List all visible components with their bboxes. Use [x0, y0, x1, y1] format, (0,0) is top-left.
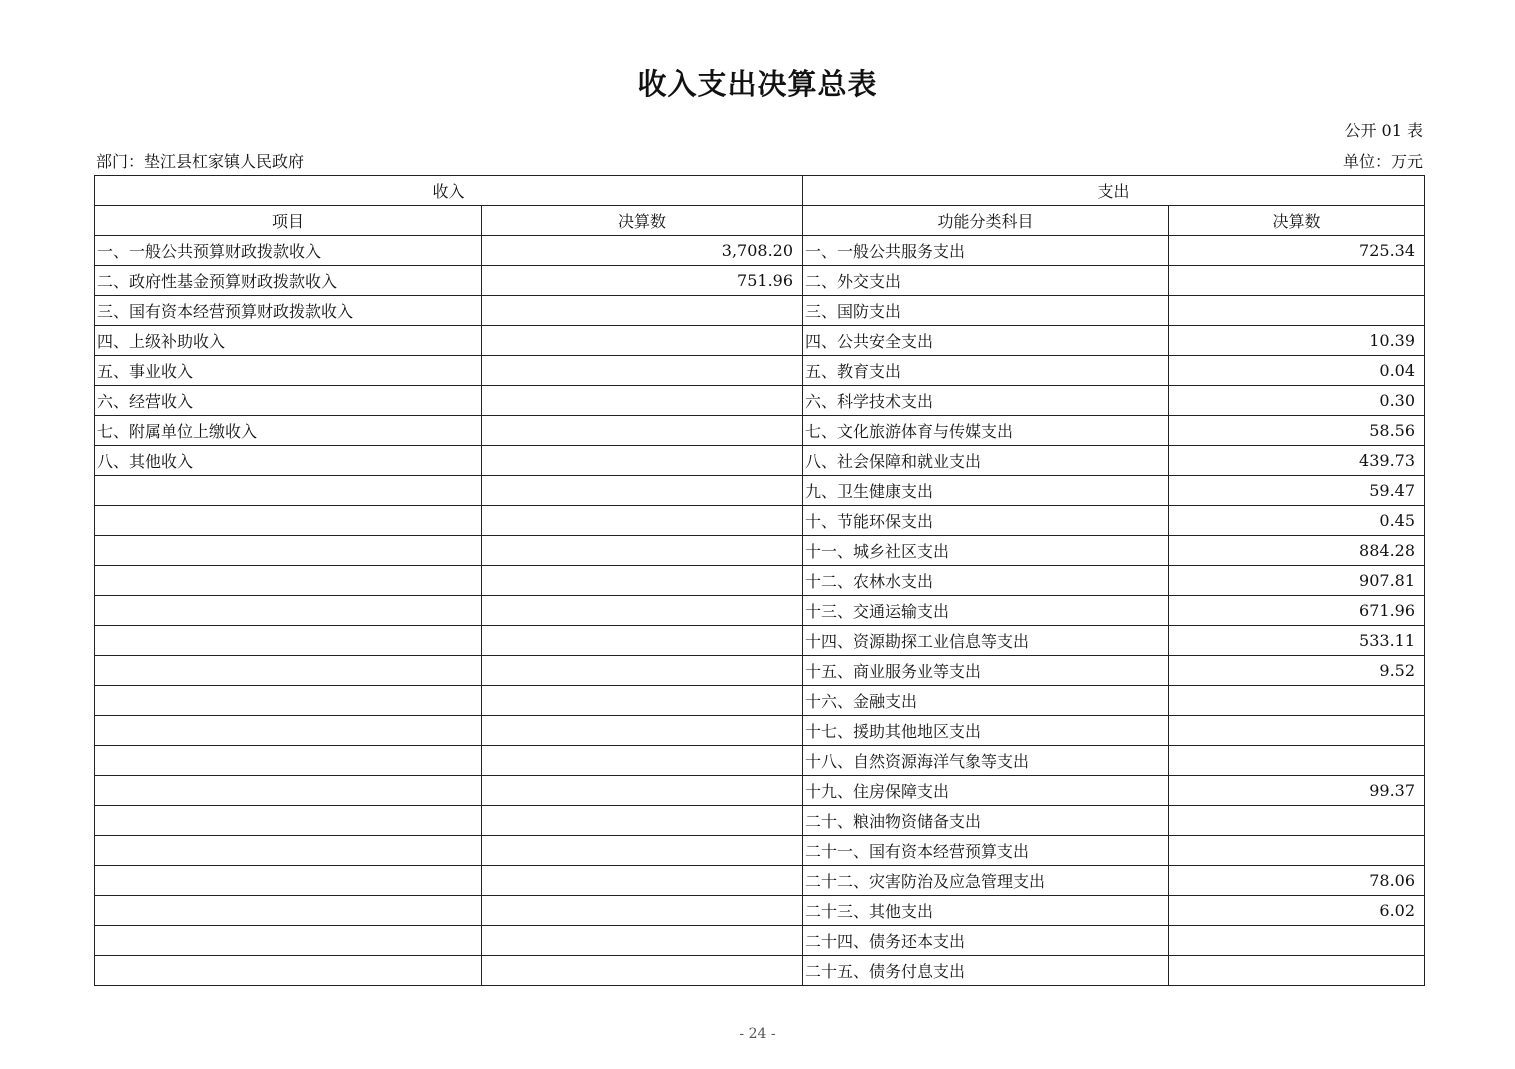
income-item-cell [95, 566, 482, 596]
income-item-cell [95, 686, 482, 716]
table-row [95, 236, 1425, 266]
expense-section-header: 支出 [803, 176, 1425, 206]
income-amount-cell [482, 506, 803, 536]
income-amount-cell [482, 956, 803, 986]
column-header-row [95, 206, 1425, 236]
expense-amount-cell: 0.04 [1169, 356, 1425, 386]
section-header-row [95, 176, 1425, 206]
income-amount-cell [482, 806, 803, 836]
expense-amount-cell: 10.39 [1169, 326, 1425, 356]
expense-item-cell: 十一、城乡社区支出 [803, 536, 1169, 566]
expense-item-cell: 二十三、其他支出 [803, 896, 1169, 926]
table-row [95, 326, 1425, 356]
income-amount-cell [482, 386, 803, 416]
table-body [95, 236, 1425, 986]
table-row [95, 296, 1425, 326]
page-number: - 24 - [739, 1026, 776, 1042]
table-row [95, 806, 1425, 836]
income-amount-cell: 751.96 [482, 266, 803, 296]
income-item-cell [95, 926, 482, 956]
expense-item-cell: 六、科学技术支出 [803, 386, 1169, 416]
expense-item-cell: 十、节能环保支出 [803, 506, 1169, 536]
expense-item-cell: 二十一、国有资本经营预算支出 [803, 836, 1169, 866]
expense-amount-cell: 0.30 [1169, 386, 1425, 416]
income-amount-cell [482, 866, 803, 896]
expense-amount-cell: 9.52 [1169, 656, 1425, 686]
income-item-cell [95, 836, 482, 866]
table-row [95, 746, 1425, 776]
expense-item-cell: 二十五、债务付息支出 [803, 956, 1169, 986]
income-amount-header: 决算数 [482, 206, 803, 236]
expense-item-cell: 十五、商业服务业等支出 [803, 656, 1169, 686]
income-amount-cell [482, 776, 803, 806]
table-row [95, 506, 1425, 536]
income-item-cell [95, 476, 482, 506]
expense-amount-cell: 907.81 [1169, 566, 1425, 596]
income-amount-cell: 3,708.20 [482, 236, 803, 266]
expense-amount-cell [1169, 686, 1425, 716]
table-row [95, 866, 1425, 896]
table-row [95, 416, 1425, 446]
table-row [95, 596, 1425, 626]
income-amount-cell [482, 686, 803, 716]
income-amount-cell [482, 326, 803, 356]
expense-item-cell: 十八、自然资源海洋气象等支出 [803, 746, 1169, 776]
income-item-cell: 五、事业收入 [95, 356, 482, 386]
table-row [95, 626, 1425, 656]
expense-amount-cell [1169, 926, 1425, 956]
expense-item-header: 功能分类科目 [803, 206, 1169, 236]
table-row [95, 266, 1425, 296]
table-row [95, 686, 1425, 716]
income-amount-cell [482, 656, 803, 686]
income-amount-cell [482, 836, 803, 866]
income-item-cell [95, 716, 482, 746]
income-amount-cell [482, 566, 803, 596]
expense-item-cell: 八、社会保障和就业支出 [803, 446, 1169, 476]
table-row [95, 386, 1425, 416]
expense-item-cell: 九、卫生健康支出 [803, 476, 1169, 506]
expense-amount-cell: 59.47 [1169, 476, 1425, 506]
expense-amount-cell: 725.34 [1169, 236, 1425, 266]
table-row [95, 896, 1425, 926]
income-amount-cell [482, 536, 803, 566]
expense-item-cell: 十二、农林水支出 [803, 566, 1169, 596]
expense-item-cell: 二十二、灾害防治及应急管理支出 [803, 866, 1169, 896]
income-amount-cell [482, 416, 803, 446]
income-item-header: 项目 [95, 206, 482, 236]
expense-amount-cell: 884.28 [1169, 536, 1425, 566]
expense-amount-cell [1169, 266, 1425, 296]
unit-label: 单位：万元 [1342, 152, 1423, 171]
expense-amount-cell: 78.06 [1169, 866, 1425, 896]
expense-amount-cell [1169, 746, 1425, 776]
income-item-cell [95, 956, 482, 986]
income-amount-cell [482, 296, 803, 326]
income-item-cell [95, 776, 482, 806]
expense-item-cell: 十三、交通运输支出 [803, 596, 1169, 626]
income-amount-cell [482, 716, 803, 746]
page-title: 收入支出决算总表 [637, 67, 878, 101]
income-item-cell: 七、附属单位上缴收入 [95, 416, 482, 446]
table-row [95, 776, 1425, 806]
income-item-cell [95, 596, 482, 626]
table-row [95, 446, 1425, 476]
income-item-cell: 三、国有资本经营预算财政拨款收入 [95, 296, 482, 326]
expense-amount-cell: 99.37 [1169, 776, 1425, 806]
expense-item-cell: 四、公共安全支出 [803, 326, 1169, 356]
table-row [95, 476, 1425, 506]
income-item-cell [95, 536, 482, 566]
expense-item-cell: 十六、金融支出 [803, 686, 1169, 716]
income-item-cell: 一、一般公共预算财政拨款收入 [95, 236, 482, 266]
table-row [95, 356, 1425, 386]
income-item-cell: 六、经营收入 [95, 386, 482, 416]
income-item-cell [95, 806, 482, 836]
income-amount-cell [482, 626, 803, 656]
income-expense-table [94, 175, 1425, 986]
table-row [95, 926, 1425, 956]
income-item-cell [95, 506, 482, 536]
expense-amount-cell: 0.45 [1169, 506, 1425, 536]
table-row [95, 536, 1425, 566]
expense-item-cell: 十七、援助其他地区支出 [803, 716, 1169, 746]
expense-item-cell: 十四、资源勘探工业信息等支出 [803, 626, 1169, 656]
table-row [95, 836, 1425, 866]
expense-item-cell: 五、教育支出 [803, 356, 1169, 386]
expense-amount-cell [1169, 956, 1425, 986]
expense-amount-cell: 671.96 [1169, 596, 1425, 626]
expense-item-cell: 二十四、债务还本支出 [803, 926, 1169, 956]
income-item-cell: 二、政府性基金预算财政拨款收入 [95, 266, 482, 296]
table-row [95, 656, 1425, 686]
income-item-cell [95, 626, 482, 656]
table-number: 公开 01 表 [1344, 121, 1423, 140]
income-amount-cell [482, 926, 803, 956]
income-amount-cell [482, 596, 803, 626]
expense-amount-header: 决算数 [1169, 206, 1425, 236]
expense-amount-cell [1169, 836, 1425, 866]
expense-amount-cell [1169, 716, 1425, 746]
expense-item-cell: 一、一般公共服务支出 [803, 236, 1169, 266]
income-item-cell: 四、上级补助收入 [95, 326, 482, 356]
income-item-cell [95, 746, 482, 776]
income-amount-cell [482, 356, 803, 386]
income-amount-cell [482, 746, 803, 776]
expense-item-cell: 二十、粮油物资储备支出 [803, 806, 1169, 836]
income-section-header: 收入 [95, 176, 803, 206]
expense-amount-cell [1169, 296, 1425, 326]
income-item-cell [95, 896, 482, 926]
expense-amount-cell: 439.73 [1169, 446, 1425, 476]
table-row [95, 956, 1425, 986]
expense-item-cell: 十九、住房保障支出 [803, 776, 1169, 806]
income-item-cell: 八、其他收入 [95, 446, 482, 476]
income-amount-cell [482, 446, 803, 476]
expense-item-cell: 二、外交支出 [803, 266, 1169, 296]
expense-item-cell: 七、文化旅游体育与传媒支出 [803, 416, 1169, 446]
income-item-cell [95, 866, 482, 896]
expense-amount-cell: 58.56 [1169, 416, 1425, 446]
department-label: 部门：垫江县杠家镇人民政府 [96, 152, 305, 171]
income-amount-cell [482, 476, 803, 506]
table-row [95, 716, 1425, 746]
income-amount-cell [482, 896, 803, 926]
table-row [95, 566, 1425, 596]
expense-amount-cell [1169, 806, 1425, 836]
expense-item-cell: 三、国防支出 [803, 296, 1169, 326]
expense-amount-cell: 6.02 [1169, 896, 1425, 926]
income-item-cell [95, 656, 482, 686]
expense-amount-cell: 533.11 [1169, 626, 1425, 656]
